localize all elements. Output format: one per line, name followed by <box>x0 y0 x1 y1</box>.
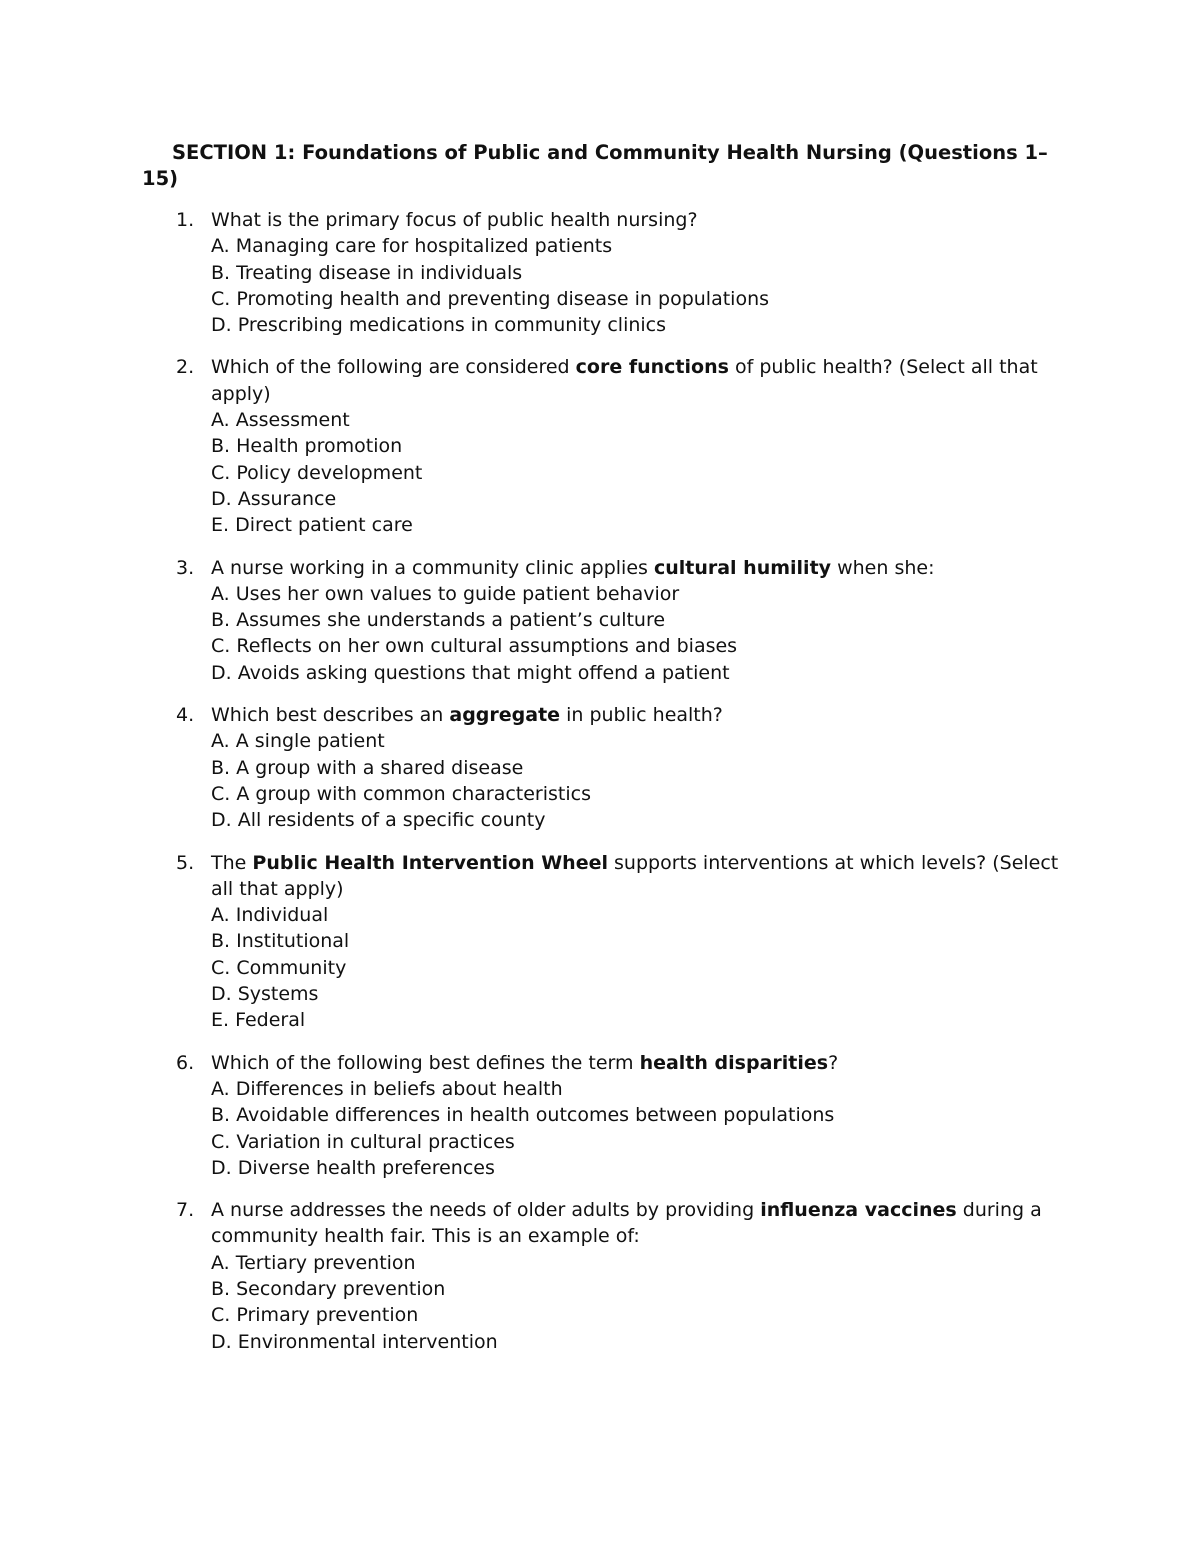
question-stem <box>211 702 1071 728</box>
question-number: 7. <box>176 1199 195 1222</box>
answer-option: B. Health promotion <box>211 435 403 458</box>
question-list <box>0 207 1200 1371</box>
question-stem-text: What is the primary focus of public health nursing? <box>211 209 698 231</box>
section-heading: SECTION 1: Foundations of Public and Community Health Nursing (Questions 1–15) <box>142 141 1048 190</box>
answer-option: D. Diverse health preferences <box>211 1156 495 1179</box>
question-stem-text: ? <box>828 1051 839 1074</box>
answer-option: A. A single patient <box>211 730 385 753</box>
question-stem-text: Which of the following best defines the term <box>211 1051 640 1074</box>
question-stem-text: The <box>211 851 253 874</box>
answer-option: D. Assurance <box>211 487 337 510</box>
question-item <box>0 207 1071 338</box>
answer-option: C. Variation in cultural practices <box>211 1130 515 1153</box>
question-stem-text: A nurse working in a community clinic applies <box>211 556 654 579</box>
answer-option: D. Prescribing medications in community clinics <box>211 314 667 337</box>
answer-option: B. Institutional <box>211 930 350 953</box>
question-item <box>0 850 1071 1034</box>
question-stem <box>211 1197 1071 1250</box>
answer-option: B. Assumes she understands a patient’s culture <box>211 609 666 632</box>
answer-option: C. Reflects on her own cultural assumptions and biases <box>211 635 738 658</box>
answer-option: C. A group with common characteristics <box>211 782 591 805</box>
answer-option: C. Policy development <box>211 461 423 484</box>
answer-option: A. Differences in beliefs about health <box>211 1077 563 1100</box>
question-stem-text: in public health? <box>560 704 723 727</box>
answer-option: D. Environmental intervention <box>211 1330 498 1353</box>
answer-option: A. Uses her own values to guide patient behavior <box>211 582 680 605</box>
question-stem-text: Which best describes an <box>211 704 450 727</box>
answer-option: C. Community <box>211 956 347 979</box>
question-key-term: Public Health Intervention Wheel <box>252 851 608 874</box>
answer-option: D. Avoids asking questions that might offend a patient <box>211 661 730 684</box>
question-item <box>0 555 1071 686</box>
answer-option: A. Managing care for hospitalized patients <box>211 235 613 258</box>
question-number: 2. <box>176 356 195 379</box>
question-number: 3. <box>176 556 195 579</box>
question-number: 4. <box>176 704 195 727</box>
answer-option: B. A group with a shared disease <box>211 756 524 779</box>
question-stem <box>211 850 1071 903</box>
question-key-term: cultural humility <box>653 556 832 579</box>
question-stem-text: Which of the following are considered <box>211 356 576 379</box>
question-key-term: health disparities <box>639 1051 829 1074</box>
answer-option: B. Secondary prevention <box>211 1277 446 1300</box>
question-key-term: aggregate <box>449 704 561 727</box>
question-stem <box>211 207 1071 233</box>
answer-option: C. Primary prevention <box>211 1304 419 1327</box>
question-item <box>0 354 1071 538</box>
question-item <box>0 702 1071 833</box>
answer-option: D. All residents of a specific county <box>211 809 546 832</box>
question-stem-text: when she: <box>831 556 935 579</box>
question-stem-text: of public health? (Select all that apply) <box>211 356 1038 405</box>
answer-option: B. Avoidable differences in health outcomes between populations <box>211 1104 835 1127</box>
question-item <box>0 1050 1071 1181</box>
answer-option: A. Assessment <box>211 409 350 432</box>
question-number: 1. <box>176 209 195 231</box>
question-item <box>0 1197 1071 1355</box>
question-key-term: core functions <box>575 356 729 379</box>
question-number: 5. <box>176 851 195 874</box>
question-stem-text: during a community health fair. This is an example of: <box>211 1199 1042 1248</box>
answer-option: A. Tertiary prevention <box>211 1251 416 1274</box>
question-number: 6. <box>176 1051 195 1074</box>
answer-option: E. Federal <box>211 1009 306 1032</box>
question-stem-text: A nurse addresses the needs of older adults by providing <box>211 1199 761 1222</box>
answer-option: A. Individual <box>211 904 329 927</box>
question-stem <box>211 354 1071 407</box>
question-key-term: influenza vaccines <box>760 1199 957 1222</box>
answer-option: E. Direct patient care <box>211 514 413 537</box>
question-stem <box>211 1050 1071 1076</box>
answer-option: B. Treating disease in individuals <box>211 261 523 284</box>
answer-option: C. Promoting health and preventing disease in populations <box>211 287 770 310</box>
question-stem <box>211 555 1071 581</box>
question-stem-text: supports interventions at which levels? (Select all that apply) <box>211 851 1059 900</box>
answer-option: D. Systems <box>211 983 319 1006</box>
